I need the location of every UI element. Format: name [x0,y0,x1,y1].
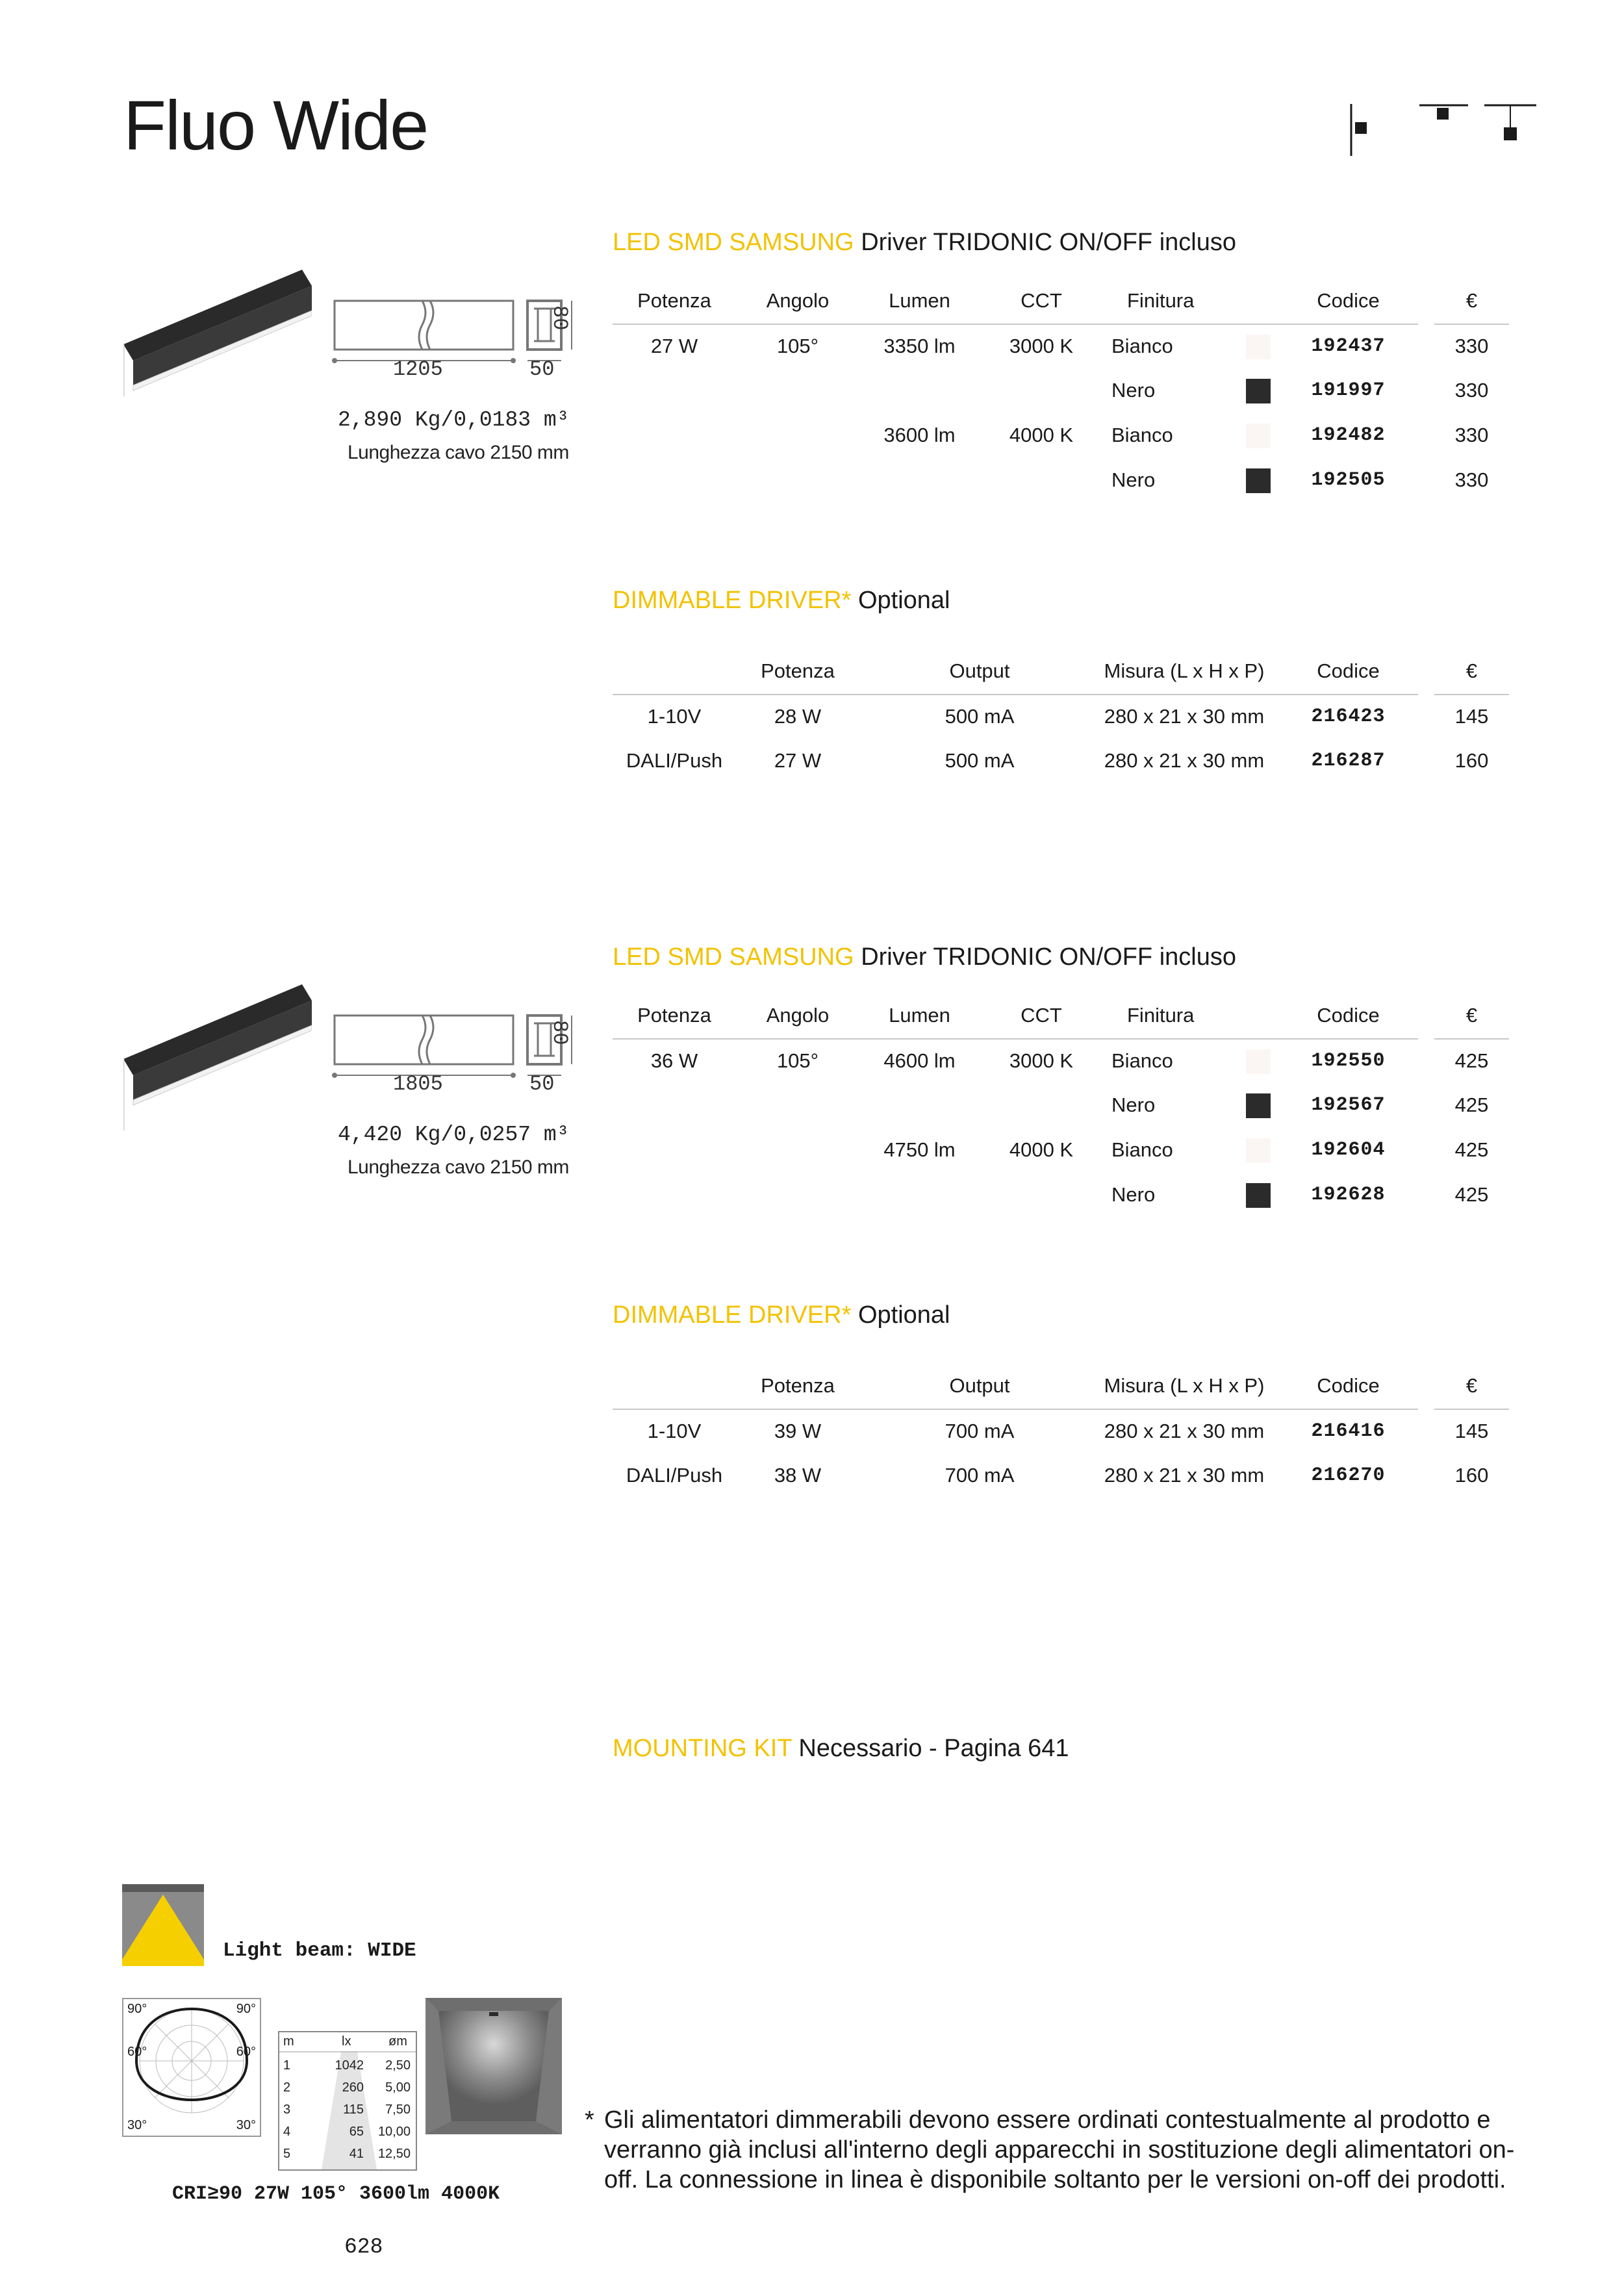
cell-misura: 280 x 21 x 30 mm [1104,1420,1265,1442]
cell-prezzo: 160 [1454,749,1489,772]
dim-length: 1205 [393,357,443,381]
cell-potenza: 28 W [774,705,822,728]
cable-length: Lunghezza cavo 2150 mm [348,442,569,463]
driver-heading-rest: Optional [857,1301,950,1329]
ceiling-mount-icon [1419,105,1468,120]
col-header-cct: CCT [1021,289,1062,312]
led-section-heading [613,943,1236,971]
mounting-kit-highlight: MOUNTING KIT [613,1735,792,1762]
cell-finitura: Bianco [1111,1049,1173,1072]
cell-prezzo: 330 [1454,424,1489,446]
cell-output: 500 mA [945,749,1015,772]
col-header-potenza: Potenza [637,1004,711,1027]
cell-lumen: 3600 lm [883,424,956,446]
cell-misura: 280 x 21 x 30 mm [1104,705,1265,728]
page-title: Fluo Wide [123,86,428,164]
polar-label: 60° [127,2045,147,2059]
finish-swatch-white [1246,1049,1271,1074]
lux-cell: 3 [283,2102,291,2117]
finish-swatch-black [1246,1183,1271,1208]
lux-cell: 2,50 [385,2058,411,2073]
cell-finitura: Bianco [1111,335,1173,357]
cell-finitura: Bianco [1111,424,1173,446]
col-header-output: Output [949,1374,1010,1397]
finish-swatch-white [1246,335,1271,359]
polar-label: 30° [127,2118,147,2132]
cell-prezzo: 330 [1454,468,1489,491]
cell-codice: 192628 [1311,1184,1386,1206]
finish-swatch-white [1246,1138,1271,1163]
cell-prezzo: 425 [1454,1183,1489,1206]
header-rule [613,1038,1418,1040]
cell-output: 700 mA [945,1420,1015,1442]
lux-cell: 41 [349,2147,364,2161]
col-header-potenza: Potenza [761,1374,835,1397]
product-image [123,981,312,1137]
cell-codice: 192567 [1311,1094,1386,1116]
col-header-output: Output [949,659,1010,682]
dim-width: 50 [529,1072,555,1096]
wall-mount-icon [1351,104,1367,156]
lux-cell: 4 [283,2125,291,2139]
col-header-prezzo: € [1465,1004,1478,1027]
cell-potenza: 36 W [650,1049,698,1072]
cell-potenza: 38 W [774,1464,822,1487]
cell-codice: 192604 [1311,1139,1386,1161]
col-header-angolo: Angolo [766,289,830,312]
col-header-lumen: Lumen [889,1004,950,1027]
cell-prezzo: 145 [1454,1420,1489,1442]
cell-angolo: 105° [776,1049,819,1072]
finish-swatch-black [1246,468,1271,493]
footnote-text: Gli alimentatori dimmerabili devono essere ordinati contestualmente al prodotto e verranno già inclusi all'interno degli apparecchi in sostituzione degli alimentatori on-off. La connessione in linea è disponibile soltanto per le versioni on-off dei prodotti. [604,2106,1515,2193]
polar-label: 90° [127,2002,147,2016]
cell-output: 700 mA [945,1464,1015,1487]
lux-header-om: øm [388,2034,407,2049]
cell-codice: 216416 [1311,1420,1386,1442]
driver-heading-highlight: DIMMABLE DRIVER* [613,1301,852,1329]
col-header-potenza: Potenza [761,659,835,682]
cell-lumen: 4600 lm [883,1049,956,1072]
col-header-misura: Misura (L x H x P) [1104,659,1265,682]
lux-header-m: m [283,2034,294,2049]
cell-prezzo: 425 [1454,1093,1489,1116]
cell-output: 500 mA [945,705,1015,728]
polar-label: 30° [236,2118,256,2132]
cell-prezzo: 330 [1454,335,1489,357]
light-beam-label: Light beam: WIDE [223,1939,416,1962]
cell-prezzo: 425 [1454,1138,1489,1161]
led-spec-table [613,1004,1525,1218]
lux-cell: 2 [283,2080,291,2095]
cell-cct: 4000 K [1009,424,1074,446]
cell-finitura: Bianco [1111,1138,1173,1161]
product-image [123,266,312,422]
col-header-codice: Codice [1317,1004,1380,1027]
weight: 2,890 Kg/0,0183 m³ [338,408,570,432]
lux-cell: 7,50 [385,2102,411,2117]
cell-misura: 280 x 21 x 30 mm [1104,749,1265,772]
col-header-finitura: Finitura [1127,289,1195,312]
col-header-codice: Codice [1317,289,1380,312]
driver-table [613,659,1525,789]
led-heading-highlight: LED SMD SAMSUNG [613,943,854,971]
col-header-angolo: Angolo [766,1004,830,1027]
header-rule-price [1434,324,1509,325]
cell-potenza: 27 W [650,335,698,357]
light-effect-image [425,1998,562,2134]
polar-label: 60° [236,2045,256,2059]
weight: 4,420 Kg/0,0257 m³ [338,1123,570,1147]
lux-table [278,2031,417,2171]
col-header-codice: Codice [1317,1374,1380,1397]
led-heading-highlight: LED SMD SAMSUNG [613,229,854,256]
cell-codice: 192437 [1311,335,1386,357]
driver-table [613,1374,1525,1504]
cell-prezzo: 330 [1454,379,1489,402]
cable-length: Lunghezza cavo 2150 mm [348,1156,569,1178]
lux-cell: 12,50 [377,2147,411,2161]
cell-codice: 216423 [1311,706,1386,728]
cell-codice: 192482 [1311,424,1386,446]
dim-height: 80 [548,305,572,331]
led-heading-rest: Driver TRIDONIC ON/OFF incluso [861,943,1236,971]
footnote [585,2105,1527,2195]
cell-tipo: 1-10V [647,705,702,728]
led-section-heading [613,229,1236,257]
cell-prezzo: 425 [1454,1049,1489,1072]
cell-cct: 4000 K [1009,1138,1074,1161]
cell-codice: 216270 [1311,1464,1386,1487]
header-rule-price [1434,1409,1509,1410]
lux-header-lx: lx [342,2034,351,2049]
cell-potenza: 39 W [774,1420,822,1442]
lux-cell: 260 [342,2080,364,2095]
header-rule-price [1434,1038,1509,1040]
cell-codice: 216287 [1311,750,1386,772]
col-header-lumen: Lumen [889,289,950,312]
led-spec-table [613,289,1525,504]
cell-lumen: 3350 lm [883,335,956,357]
suspended-mount-icon [1484,105,1536,140]
footnote-asterisk: * [585,2106,594,2134]
finish-swatch-black [1246,379,1271,403]
col-header-finitura: Finitura [1127,1004,1195,1027]
cell-finitura: Nero [1111,379,1156,402]
col-header-prezzo: € [1465,289,1478,312]
spec-line: CRI≥90 27W 105° 3600lm 4000K [172,2183,500,2205]
cell-cct: 3000 K [1009,1049,1074,1072]
col-header-prezzo: € [1465,659,1478,682]
col-header-codice: Codice [1317,659,1380,682]
dim-width: 50 [529,357,555,381]
cell-misura: 280 x 21 x 30 mm [1104,1464,1265,1487]
cell-tipo: DALI/Push [626,1464,723,1487]
cell-tipo: DALI/Push [626,749,723,772]
driver-section-heading [613,587,950,615]
cell-codice: 191997 [1311,379,1386,402]
cell-potenza: 27 W [774,749,822,772]
page-number: 628 [344,2235,383,2259]
cell-prezzo: 145 [1454,705,1489,728]
col-header-misura: Misura (L x H x P) [1104,1374,1265,1397]
cell-cct: 3000 K [1009,335,1074,357]
cell-codice: 192505 [1311,469,1386,491]
header-rule [613,1409,1418,1410]
cell-lumen: 4750 lm [883,1138,956,1161]
dim-length: 1805 [393,1072,443,1096]
led-heading-rest: Driver TRIDONIC ON/OFF incluso [861,229,1236,256]
driver-section-heading [613,1301,950,1329]
cell-prezzo: 160 [1454,1464,1489,1487]
col-header-potenza: Potenza [637,289,711,312]
header-rule [613,694,1418,695]
lux-cell: 1042 [335,2058,364,2073]
cell-finitura: Nero [1111,1093,1156,1116]
polar-diagram [122,1998,261,2137]
polar-label: 90° [236,2002,256,2016]
cell-tipo: 1-10V [647,1420,702,1442]
header-rule-price [1434,694,1509,695]
lux-cell: 5,00 [385,2080,411,2095]
driver-heading-highlight: DIMMABLE DRIVER* [613,587,852,614]
driver-heading-rest: Optional [857,587,950,614]
lux-cell: 5 [283,2147,291,2161]
header-rule [613,324,1418,325]
cell-finitura: Nero [1111,468,1156,491]
polar-curve-icon [123,1999,260,2136]
lux-cell: 1 [283,2058,291,2073]
col-header-prezzo: € [1465,1374,1478,1397]
col-header-cct: CCT [1021,1004,1062,1027]
lux-cell: 115 [343,2102,364,2117]
mounting-kit-heading [613,1735,1069,1763]
cell-codice: 192550 [1311,1050,1386,1072]
cell-finitura: Nero [1111,1183,1156,1206]
cell-angolo: 105° [776,335,819,357]
light-beam-icon [122,1884,204,1966]
finish-swatch-black [1246,1093,1271,1118]
mounting-icons [1345,97,1540,162]
lux-cell: 10,00 [377,2125,411,2139]
finish-swatch-white [1246,424,1271,448]
dim-height: 80 [548,1020,572,1045]
mounting-kit-rest: Necessario - Pagina 641 [798,1735,1069,1762]
lux-cell: 65 [349,2125,364,2139]
